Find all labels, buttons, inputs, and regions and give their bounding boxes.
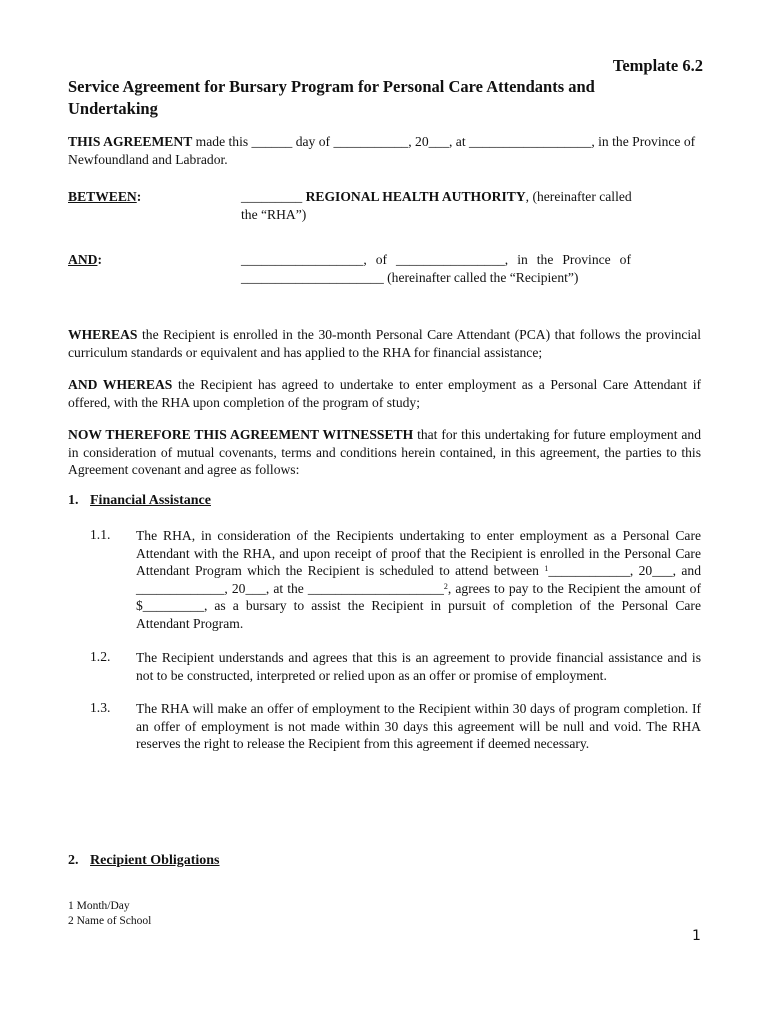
recital-lead: AND WHEREAS: [68, 377, 173, 392]
clause-1-1: [136, 527, 701, 632]
clause-number: 1.3.: [90, 700, 111, 715]
recital-text: the Recipient has agreed to undertake to enter employment as a Personal Care Attendant if offered, with the RHA upon completion of the program of study;: [68, 377, 701, 410]
and-party: __________________, of ________________, in the Province of _____________________ (hereinafter called the “Recipient”): [241, 252, 631, 285]
recital-lead: NOW THEREFORE THIS AGREEMENT WITNESSETH: [68, 427, 414, 442]
footnotes: [68, 899, 151, 929]
and-label-wrap: AND:: [68, 252, 102, 267]
recital-whereas: [68, 326, 701, 361]
clause-1-3: The RHA will make an offer of employment to the Recipient within 30 days of program completion. If an offer of employment is not made within 30 days this agreement will be null and void. The RHA reserves the right to release the Recipient from this agreement if deemed necessary.: [136, 701, 701, 751]
between-suffix: , (hereinafter called the “RHA”): [241, 189, 632, 222]
clause-text: The RHA, in consideration of the Recipients undertaking to enter employment as a Personal Care Attendant with the RHA, and upon receipt of proof that the Recipient is enrolled in the Personal Care Attendant Program which the Recipient is scheduled to attend between: [136, 528, 701, 578]
recital-text: that for this undertaking for future employment and in consideration of mutual covenants, terms and conditions herein contained, in this agreement, the parties to this Agreement covenant and agree as follows:: [68, 427, 701, 477]
clause-number: 1.1.: [90, 527, 111, 542]
page-number: 1: [692, 928, 701, 944]
recital-now-therefore: [68, 426, 701, 479]
between-blank: _________: [241, 189, 306, 204]
section-heading-financial-assistance: [68, 493, 211, 509]
intro-paragraph: [68, 133, 708, 168]
section-title: Recipient Obligations: [90, 853, 220, 868]
between-label-wrap: BETWEEN:: [68, 189, 142, 204]
recital-text: the Recipient is enrolled in the 30-month Personal Care Attendant (PCA) that follows the provincial curriculum standards or equivalent and has applied to the RHA for financial assistance;: [68, 327, 701, 360]
intro-text: made this ______ day of ___________, 20___, at __________________, in the Province of Newfoundland and Labrador.: [68, 134, 696, 167]
section-title: Financial Assistance: [90, 493, 211, 508]
section-number: 1.: [68, 493, 79, 508]
clause-text: , agrees to pay to the Recipient the amount of $_________, as a bursary to assist the Recipient in pursuit of completion of the Personal Care Attendant Program.: [136, 580, 701, 631]
section-heading-recipient-obligations: [68, 853, 220, 869]
footnote-1: 1 Month/Day: [68, 900, 130, 912]
between-label: BETWEEN: [68, 189, 137, 204]
between-name: REGIONAL HEALTH AUTHORITY: [305, 189, 526, 204]
clause-number: 1.2.: [90, 649, 111, 664]
footnote-ref-2: 2: [443, 581, 448, 591]
recital-lead: WHEREAS: [68, 327, 138, 342]
footnote-ref-1: 1: [544, 564, 549, 573]
recital-and-whereas: [68, 376, 701, 411]
and-label: AND: [68, 252, 98, 267]
between-party: [241, 188, 641, 223]
section-number: 2.: [68, 853, 79, 868]
footnote-2: 2 Name of School: [68, 915, 152, 927]
intro-lead: THIS AGREEMENT: [68, 134, 193, 149]
clause-1-2: The Recipient understands and agrees that this is an agreement to provide financial assistance and is not to be constructed, interpreted or relied upon as an offer or promise of employment.: [136, 650, 701, 683]
template-label: Template 6.2: [612, 56, 703, 75]
clause-text: ____________, 20___, and _____________, 20___, at the ____________________: [136, 563, 701, 596]
document-title: Service Agreement for Bursary Program for Personal Care Attendants and Undertaking: [68, 77, 595, 118]
